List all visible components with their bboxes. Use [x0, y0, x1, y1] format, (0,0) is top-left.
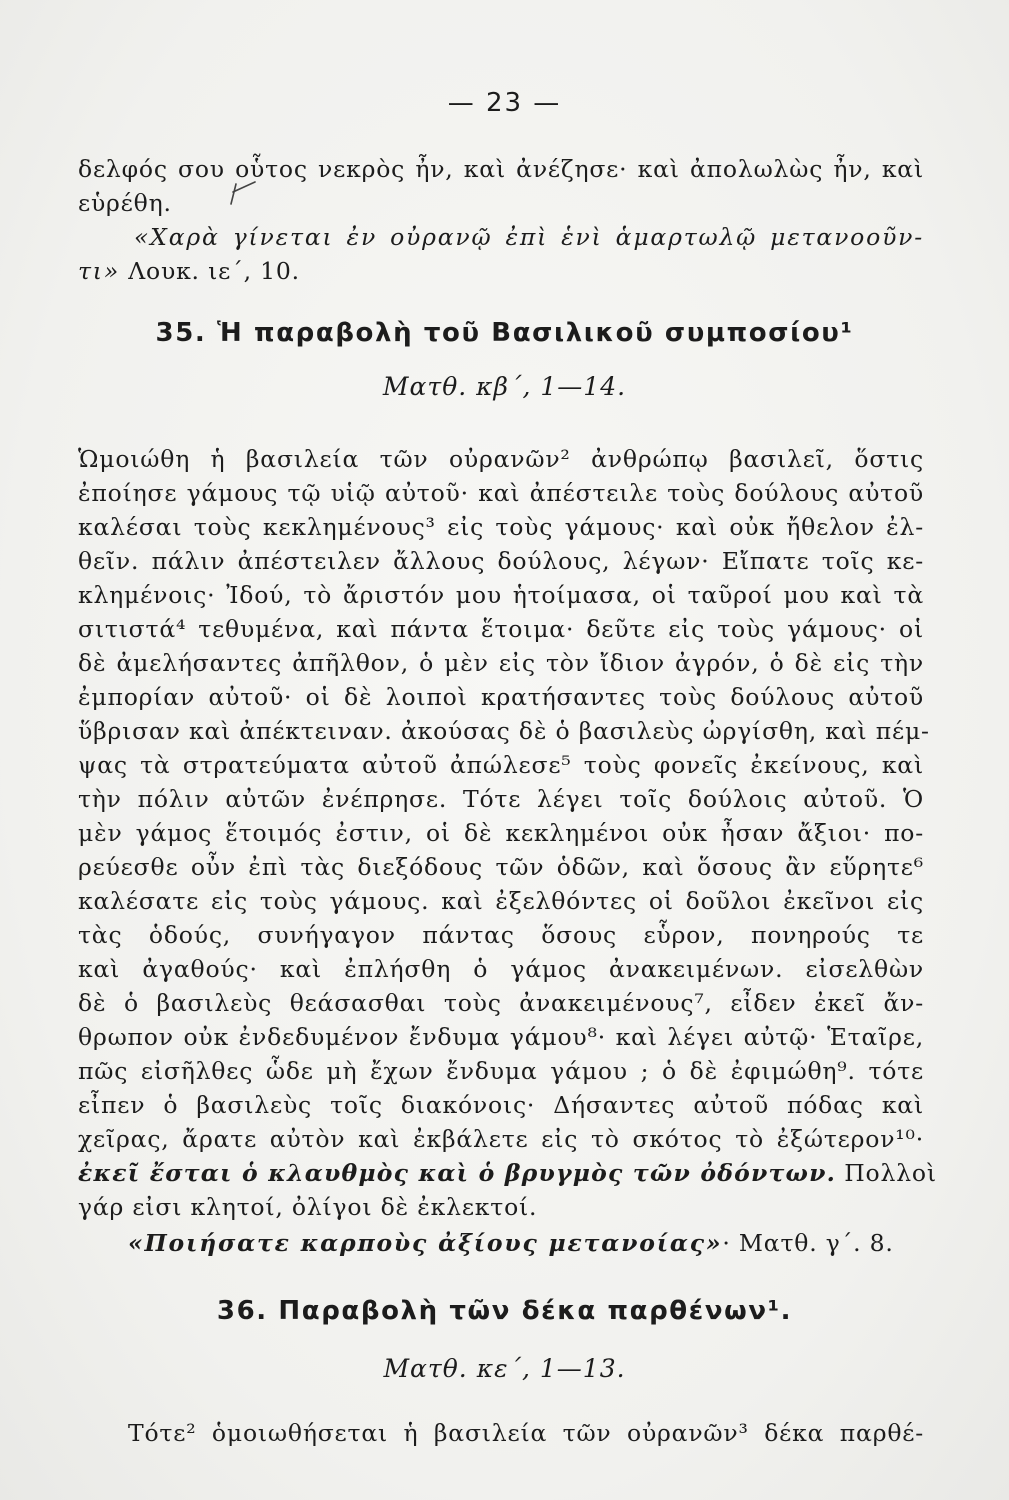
text-line: θεῖν. πάλιν ἀπέστειλεν ἄλλους δούλους, λέγων· Εἴπατε τοῖς κε-: [78, 547, 924, 575]
text-line: θρωπον οὐκ ἐνδεδυμένον ἔνδυμα γάμου⁸· καὶ λέγει αὐτῷ· Ἑταῖρε,: [78, 1023, 924, 1051]
quote-matthew-ref: · Ματθ. γ΄. 8.: [722, 1229, 894, 1257]
quote-luke-end: τι»: [78, 257, 120, 285]
text-line: πῶς εἰσῆλθες ὧδε μὴ ἔχων ἔνδυμα γάμου ; ὁ δὲ ἐφιμώθη⁹. τότε: [78, 1057, 924, 1085]
italic-phrase: ἐκεῖ ἔσται ὁ κλαυθμὸς καὶ ὁ βρυγμὸς τῶν ὀδόντων.: [78, 1159, 836, 1187]
text-line: ἐποίησε γάμους τῷ υἱῷ αὐτοῦ· καὶ ἀπέστειλε τοὺς δούλους αὐτοῦ: [78, 479, 924, 507]
text-line: κλημένοις· Ἰδού, τὸ ἄριστόν μου ἡτοίμασα, οἱ ταῦροί μου καὶ τὰ: [78, 581, 924, 609]
quote-luke-line2: [78, 254, 924, 288]
quote-matthew-text: «Ποιήσατε καρποὺς ἀξίους μετανοίας»: [128, 1229, 723, 1257]
text-line: τὴν πόλιν αὐτῶν ἐνέπρησε. Τότε λέγει τοῖς δούλοις αὐτοῦ. Ὁ: [78, 785, 924, 813]
quote-matthew: [128, 1226, 924, 1260]
text-line: ὕβρισαν καὶ ἀπέκτειναν. ἀκούσας δὲ ὁ βασιλεὺς ὠργίσθη, καὶ πέμ-: [78, 717, 930, 745]
roman-phrase: Πολλοὶ: [835, 1159, 937, 1187]
text-line: δελφός σου οὗτος νεκρὸς ἦν, καὶ ἀνέζησε· καὶ ἀπολωλὼς ἦν, καὶ: [78, 155, 924, 183]
section-35-reference: Ματθ. κβ΄, 1—14.: [382, 372, 627, 401]
text-line: ἐμπορίαν αὐτοῦ· οἱ δὲ λοιποὶ κρατήσαντες τοὺς δούλους αὐτοῦ: [78, 683, 924, 711]
section-36-title: 36. Παραβολὴ τῶν δέκα παρθένων¹.: [216, 1296, 793, 1326]
quote-luke-ref: Λουκ. ιε΄, 10.: [120, 257, 300, 285]
text-line: μὲν γάμος ἕτοιμός ἐστιν, οἱ δὲ κεκλημένοι οὐκ ἦσαν ἄξιοι· πο-: [78, 819, 924, 847]
quote-luke-line1: «Χαρὰ γίνεται ἐν οὐρανῷ ἐπὶ ἑνὶ ἁμαρτωλῷ μετανοοῦν-: [134, 223, 924, 251]
text-line: εὑρέθη.: [78, 189, 172, 217]
text-line: Τότε² ὁμοιωθήσεται ἡ βασιλεία τῶν οὐρανῶν³ δέκα παρθέ-: [128, 1419, 924, 1447]
text-line: καλέσαι τοὺς κεκλημένους³ εἰς τοὺς γάμους· καὶ οὐκ ἤθελον ἐλ-: [78, 513, 924, 541]
text-line: ρεύεσθε οὖν ἐπὶ τὰς διεξόδους τῶν ὁδῶν, καὶ ὅσους ἂν εὕρητε⁶: [78, 853, 924, 881]
text-line: γάρ εἰσι κλητοί, ὀλίγοι δὲ ἐκλεκτοί.: [78, 1193, 538, 1221]
text-line: σιτιστά⁴ τεθυμένα, καὶ πάντα ἕτοιμα· δεῦτε εἰς τοὺς γάμους· οἱ: [78, 615, 924, 643]
text-line: δὲ ἀμελήσαντες ἀπῆλθον, ὁ μὲν εἰς τὸν ἴδιον ἀγρόν, ὁ δὲ εἰς τὴν: [78, 649, 924, 677]
section-35-title: 35. Ἡ παραβολὴ τοῦ Βασιλικοῦ συμποσίου¹: [155, 318, 854, 348]
text-line: καὶ ἀγαθούς· καὶ ἐπλήσθη ὁ γάμος ἀνακειμένων. εἰσελθὼν: [78, 955, 924, 983]
text-line: καλέσατε εἰς τοὺς γάμους. καὶ ἐξελθόντες οἱ δοῦλοι ἐκεῖνοι εἰς: [78, 887, 924, 915]
text-line: χεῖρας, ἄρατε αὐτὸν καὶ ἐκβάλετε εἰς τὸ σκότος τὸ ἐξώτερον¹⁰·: [78, 1125, 924, 1153]
text-line: δὲ ὁ βασιλεὺς θεάσασθαι τοὺς ἀνακειμένους⁷, εἶδεν ἐκεῖ ἄν-: [78, 989, 924, 1017]
text-line: Ὡμοιώθη ἡ βασιλεία τῶν οὐρανῶν² ἀνθρώπῳ βασιλεῖ, ὅστις: [78, 445, 924, 473]
page-number: — 23 —: [447, 88, 562, 118]
text-line-mixed: [78, 1156, 937, 1190]
text-line: τὰς ὁδούς, συνήγαγον πάντας ὅσους εὗρον, πονηρούς τε: [78, 921, 924, 949]
text-line: εἶπεν ὁ βασιλεὺς τοῖς διακόνοις· Δήσαντες αὐτοῦ πόδας καὶ: [78, 1091, 924, 1119]
section-36-reference: Ματθ. κε΄, 1—13.: [383, 1354, 626, 1383]
text-line: ψας τὰ στρατεύματα αὐτοῦ ἀπώλεσε⁵ τοὺς φονεῖς ἐκείνους, καὶ: [78, 751, 924, 779]
pencil-mark-icon: [228, 178, 258, 208]
